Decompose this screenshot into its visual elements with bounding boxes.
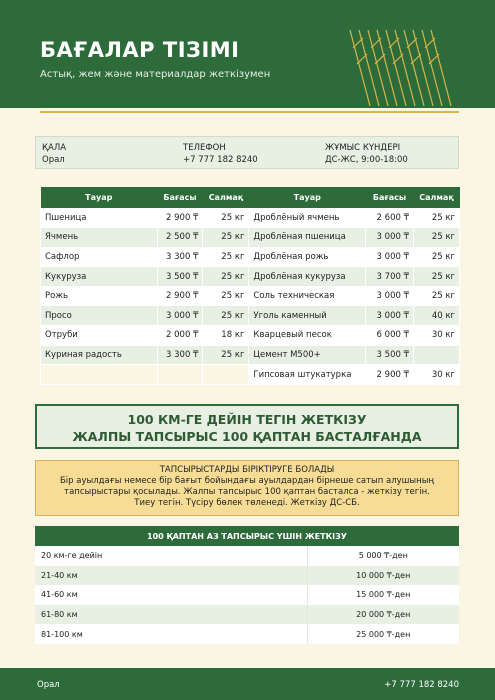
notice-line-3: Тиеу тегін. Түсіру бөлек төленеді. Жеткізу ДС-СБ.: [134, 498, 360, 508]
cell-name: Дроблёная рожь: [249, 247, 366, 267]
cell-price: 2 500 ₸: [157, 228, 203, 248]
promo-line-1: 100 КМ-ГЕ ДЕЙІН ТЕГІН ЖЕТКІЗУ: [127, 412, 367, 427]
cell-bag: 25 кг: [414, 286, 460, 306]
hours-value: ДС-ЖС, 9:00-18:00: [325, 155, 408, 165]
col-header-product: Тауар: [249, 187, 366, 208]
delivery-range: 61-80 км: [35, 605, 307, 625]
cell-bag: 25 кг: [414, 267, 460, 287]
cell-price: 3 000 ₸: [366, 286, 414, 306]
cell-bag: 25 кг: [203, 228, 249, 248]
empty-cell: [157, 365, 203, 385]
empty-cell: [203, 365, 249, 385]
cell-name: Гипсовая штукатурка: [249, 365, 366, 385]
table-row: [35, 585, 459, 605]
delivery-price: 20 000 ₸-ден: [307, 605, 459, 625]
price-table-header: [41, 187, 460, 208]
cell-price: 3 000 ₸: [366, 228, 414, 248]
notice-title: ТАПСЫРЫСТАРДЫ БІРІКТІРУГЕ БОЛАДЫ: [159, 465, 335, 475]
cell-name: Соль техническая: [249, 286, 366, 306]
table-row: [41, 326, 460, 346]
delivery-range: 81-100 км: [35, 624, 307, 644]
cell-bag: 25 кг: [203, 286, 249, 306]
notice-line-2: тапсырыстары қосылады. Жалпы тапсырыс 100 қаптан басталса - жеткізу тегін.: [64, 487, 430, 497]
cell-bag: 25 кг: [203, 267, 249, 287]
contact-info-bar: [35, 136, 459, 169]
table-row: [35, 624, 459, 644]
empty-cell: [41, 365, 158, 385]
cell-price: 6 000 ₸: [366, 326, 414, 346]
cell-name: Сафлор: [41, 247, 158, 267]
table-row: [41, 247, 460, 267]
page-title: БАҒАЛАР ТІЗІМІ: [40, 38, 240, 62]
cell-price: 3 700 ₸: [366, 267, 414, 287]
delivery-price: 10 000 ₸-ден: [307, 566, 459, 586]
notice-line-1: Бір ауылдағы немесе бір бағыт бойындағы ауылдардан бірнеше сатып алушының: [59, 476, 435, 486]
cell-name: Уголь каменный: [249, 306, 366, 326]
cell-name: Дроблёная пшеница: [249, 228, 366, 248]
cell-bag: 18 кг: [203, 326, 249, 346]
city-info: [42, 142, 66, 166]
cell-price: 3 000 ₸: [366, 247, 414, 267]
table-row: [41, 208, 460, 228]
delivery-price: 15 000 ₸-ден: [307, 585, 459, 605]
cell-name: Дроблёная кукуруза: [249, 267, 366, 287]
table-row: [41, 267, 460, 287]
table-row: [35, 605, 459, 625]
cell-price: 2 600 ₸: [366, 208, 414, 228]
col-header-product: Тауар: [41, 187, 158, 208]
delivery-table-header: 100 ҚАПТАН АЗ ТАПСЫРЫС ҮШІН ЖЕТКІЗУ: [35, 526, 459, 546]
cell-bag: 25 кг: [203, 247, 249, 267]
wheat-lines-decoration-icon: [345, 28, 455, 108]
hours-label: ЖҰМЫС КҮНДЕРІ: [325, 143, 401, 153]
page-subtitle: Астық, жем және материалдар жеткізумен: [40, 69, 271, 80]
cell-price: 3 300 ₸: [157, 345, 203, 365]
price-table: [40, 187, 460, 385]
cell-name: Цемент М500+: [249, 345, 366, 365]
city-value: Орал: [42, 155, 65, 165]
cell-price: 3 300 ₸: [157, 247, 203, 267]
delivery-range: 41-60 км: [35, 585, 307, 605]
phone-label: ТЕЛЕФОН: [183, 143, 226, 153]
cell-price: 3 000 ₸: [366, 306, 414, 326]
cell-name: Кукуруза: [41, 267, 158, 287]
col-header-price: Бағасы: [366, 187, 414, 208]
cell-name: Кварцевый песок: [249, 326, 366, 346]
delivery-price: 5 000 ₸-ден: [307, 546, 459, 566]
col-header-bag: Салмақ: [414, 187, 460, 208]
cell-price: 2 000 ₸: [157, 326, 203, 346]
cell-bag: [414, 345, 460, 365]
cell-price: 3 000 ₸: [157, 306, 203, 326]
cell-price: 2 900 ₸: [157, 286, 203, 306]
combine-orders-notice: [35, 460, 459, 516]
cell-name: Рожь: [41, 286, 158, 306]
city-label: ҚАЛА: [42, 143, 67, 153]
cell-price: 3 500 ₸: [157, 267, 203, 287]
delivery-table: [35, 526, 459, 644]
cell-bag: 30 кг: [414, 365, 460, 385]
delivery-range: 21-40 км: [35, 566, 307, 586]
hours-info: [325, 142, 408, 166]
cell-bag: 40 кг: [414, 306, 460, 326]
footer-phone[interactable]: +7 777 182 8240: [384, 680, 459, 690]
table-row: [35, 566, 459, 586]
table-row: [41, 365, 460, 385]
cell-bag: 25 кг: [414, 208, 460, 228]
cell-name: Просо: [41, 306, 158, 326]
delivery-range: 20 км-ге дейін: [35, 546, 307, 566]
footer: [0, 668, 495, 700]
promo-line-2: ЖАЛПЫ ТАПСЫРЫС 100 ҚАПТАН БАСТАЛҒАНДА: [72, 429, 422, 444]
table-row: [35, 546, 459, 566]
col-header-price: Бағасы: [157, 187, 203, 208]
cell-bag: 30 кг: [414, 326, 460, 346]
free-delivery-promo: [35, 404, 459, 449]
delivery-price: 25 000 ₸-ден: [307, 624, 459, 644]
table-row: [41, 306, 460, 326]
cell-price: 3 500 ₸: [366, 345, 414, 365]
phone-info: [183, 142, 258, 166]
cell-bag: 25 кг: [203, 306, 249, 326]
cell-name: Отруби: [41, 326, 158, 346]
header-divider: [40, 111, 459, 113]
cell-bag: 25 кг: [414, 247, 460, 267]
table-row: [41, 286, 460, 306]
cell-name: Ячмень: [41, 228, 158, 248]
footer-city: Орал: [37, 680, 60, 690]
cell-bag: 25 кг: [203, 208, 249, 228]
table-row: [41, 228, 460, 248]
table-row: [41, 345, 460, 365]
cell-price: 2 900 ₸: [157, 208, 203, 228]
cell-name: Дроблёный ячмень: [249, 208, 366, 228]
phone-value[interactable]: +7 777 182 8240: [183, 155, 258, 165]
cell-price: 2 900 ₸: [366, 365, 414, 385]
cell-name: Пшеница: [41, 208, 158, 228]
header-banner: [0, 0, 495, 108]
cell-name: Куриная радость: [41, 345, 158, 365]
col-header-bag: Салмақ: [203, 187, 249, 208]
cell-bag: 25 кг: [203, 345, 249, 365]
cell-bag: 25 кг: [414, 228, 460, 248]
